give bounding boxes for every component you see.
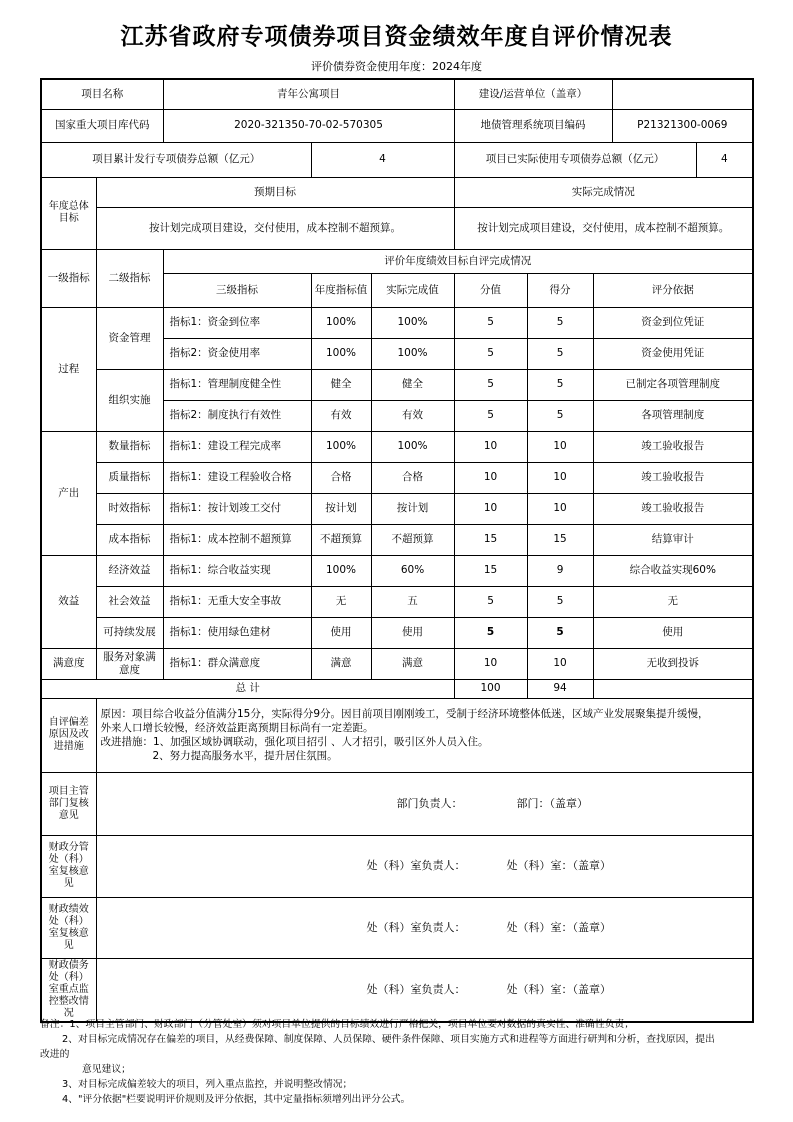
target-value: 合格 <box>311 462 371 493</box>
note-line: 备注：1、项目主管部门、财政部门（分管处室）须对项目单位提供的目标绩效进行严格把关，项目单位要对数据的真实性、准确性负责； <box>40 1019 635 1030</box>
level3-indicator: 指标1：综合收益实现 <box>163 555 311 586</box>
basis-value: 各项管理制度 <box>593 400 753 431</box>
score-value: 5 <box>454 369 527 400</box>
level1-indicator: 满意度 <box>41 648 96 679</box>
note-line: 3、对目标完成偏差较大的项目，列入重点监控，并说明整改情况； <box>62 1079 353 1090</box>
actual-value: 100% <box>371 307 454 338</box>
got-value: 5 <box>527 586 593 617</box>
department-seal-label: 部门：（盖章） <box>516 796 588 810</box>
level2-indicator: 质量指标 <box>96 462 163 493</box>
total-used-value: 4 <box>696 142 753 177</box>
target-value: 使用 <box>311 617 371 648</box>
level2-indicator: 资金管理 <box>96 307 163 369</box>
deviation-label: 自评偏差原因及改进措施 <box>41 698 96 772</box>
got-value: 5 <box>527 400 593 431</box>
level2-indicator: 经济效益 <box>96 555 163 586</box>
basis-value: 使用 <box>593 617 753 648</box>
basis-value: 资金使用凭证 <box>593 338 753 369</box>
actual-value: 60% <box>371 555 454 586</box>
level2-indicator: 成本指标 <box>96 524 163 555</box>
score-value: 15 <box>454 524 527 555</box>
level3-indicator: 指标1：无重大安全事故 <box>163 586 311 617</box>
got-value: 10 <box>527 462 593 493</box>
level1-indicator: 产出 <box>41 431 96 555</box>
total-blank <box>593 679 753 698</box>
review-signature-area <box>96 958 753 1022</box>
target-value: 100% <box>311 307 371 338</box>
score-header: 分值 <box>454 273 527 307</box>
got-value: 5 <box>527 617 593 648</box>
basis-value: 综合收益实现60% <box>593 555 753 586</box>
actual-header: 实际完成值 <box>371 273 454 307</box>
review-label: 项目主管部门复核意见 <box>41 772 96 835</box>
page-title: 江苏省政府专项债券项目资金绩效年度自评价情况表 <box>120 23 673 50</box>
got-value: 10 <box>527 493 593 524</box>
review-signature-area <box>96 897 753 958</box>
score-value: 5 <box>454 617 527 648</box>
actual-goal-header: 实际完成情况 <box>454 177 753 207</box>
got-value: 5 <box>527 307 593 338</box>
note-line: 意见建议； <box>82 1064 131 1075</box>
total-score: 100 <box>454 679 527 698</box>
basis-value: 无 <box>593 586 753 617</box>
actual-value: 五 <box>371 586 454 617</box>
project-code-label: 国家重大项目库代码 <box>41 109 163 142</box>
target-value: 100% <box>311 555 371 586</box>
actual-value: 100% <box>371 338 454 369</box>
level3-indicator: 指标1：资金到位率 <box>163 307 311 338</box>
basis-value: 结算审计 <box>593 524 753 555</box>
level2-indicator: 数量指标 <box>96 431 163 462</box>
basis-value: 资金到位凭证 <box>593 307 753 338</box>
got-value: 5 <box>527 338 593 369</box>
score-value: 5 <box>454 400 527 431</box>
actual-value: 健全 <box>371 369 454 400</box>
project-name-value: 青年公寓项目 <box>163 79 454 109</box>
level3-indicator: 指标2：制度执行有效性 <box>163 400 311 431</box>
level3-indicator: 指标1：建设工程完成率 <box>163 431 311 462</box>
level3-indicator: 指标1：使用绿色建材 <box>163 617 311 648</box>
basis-value: 无收到投诉 <box>593 648 753 679</box>
review-signature-area <box>96 835 753 897</box>
unit-value <box>612 79 753 109</box>
department-seal-label: 处（科）室：（盖章） <box>506 920 611 934</box>
level3-indicator: 指标2：资金使用率 <box>163 338 311 369</box>
deviation-text <box>96 698 753 772</box>
got-value: 10 <box>527 648 593 679</box>
deviation-line: 2、努力提高服务水平，提升居住氛围。 <box>152 750 338 762</box>
actual-value: 合格 <box>371 462 454 493</box>
deviation-line: 外来人口增长较慢，经济效益距离预期目标尚有一定差距。 <box>100 722 374 734</box>
level1-indicator: 过程 <box>41 307 96 431</box>
note-line: 改进的 <box>40 1049 70 1060</box>
level3-indicator: 指标1：建设工程验收合格 <box>163 462 311 493</box>
responsible-person-label: 部门负责人： <box>396 796 463 810</box>
score-value: 10 <box>454 493 527 524</box>
note-line: 4、"评分依据"栏要说明评价规则及评分依据，其中定量指标须增列出评分公式。 <box>62 1094 411 1105</box>
score-value: 5 <box>454 586 527 617</box>
annual-goal-label: 年度总体目标 <box>41 177 96 249</box>
level2-indicator: 服务对象满意度 <box>96 648 163 679</box>
level2-indicator: 社会效益 <box>96 586 163 617</box>
total-issued-value: 4 <box>311 142 454 177</box>
target-value: 100% <box>311 431 371 462</box>
total-label: 总 计 <box>41 679 454 698</box>
basis-value: 竣工验收报告 <box>593 431 753 462</box>
evaluation-table <box>40 78 754 1023</box>
got-header: 得分 <box>527 273 593 307</box>
level3-header: 三级指标 <box>163 273 311 307</box>
actual-value: 100% <box>371 431 454 462</box>
level2-indicator: 时效指标 <box>96 493 163 524</box>
level3-indicator: 指标1：管理制度健全性 <box>163 369 311 400</box>
target-value: 不超预算 <box>311 524 371 555</box>
project-code-value: 2020-321350-70-02-570305 <box>163 109 454 142</box>
target-value: 健全 <box>311 369 371 400</box>
expected-goal-text: 按计划完成项目建设，交付使用，成本控制不超预算。 <box>96 207 454 249</box>
actual-value: 使用 <box>371 617 454 648</box>
target-header: 年度指标值 <box>311 273 371 307</box>
got-value: 15 <box>527 524 593 555</box>
notes <box>40 1017 752 1107</box>
target-value: 100% <box>311 338 371 369</box>
actual-value: 满意 <box>371 648 454 679</box>
score-value: 5 <box>454 338 527 369</box>
review-label: 财政绩效处（科）室复核意见 <box>41 897 96 958</box>
score-value: 10 <box>454 462 527 493</box>
debt-code-label: 地债管理系统项目编码 <box>454 109 612 142</box>
level2-header: 二级指标 <box>96 249 163 307</box>
total-used-label: 项目已实际使用专项债券总额（亿元） <box>454 142 696 177</box>
level1-indicator: 效益 <box>41 555 96 648</box>
level2-indicator: 可持续发展 <box>96 617 163 648</box>
responsible-person-label: 处（科）室负责人： <box>366 859 466 872</box>
basis-value: 竣工验收报告 <box>593 493 753 524</box>
target-value: 按计划 <box>311 493 371 524</box>
score-value: 15 <box>454 555 527 586</box>
review-signature-area <box>96 772 753 835</box>
eval-span-header: 评价年度绩效目标自评完成情况 <box>163 249 753 273</box>
basis-value: 竣工验收报告 <box>593 462 753 493</box>
total-issued-label: 项目累计发行专项债券总额（亿元） <box>41 142 311 177</box>
department-seal-label: 处（科）室：（盖章） <box>506 982 611 996</box>
project-name-label: 项目名称 <box>41 79 163 109</box>
target-value: 无 <box>311 586 371 617</box>
deviation-line: 原因：项目综合收益分值满分15分，实际得分9分。因目前项目刚刚竣工，受制于经济环境整体低迷，区域产业发展聚集提升缓慢， <box>100 708 709 720</box>
score-value: 10 <box>454 648 527 679</box>
score-value: 10 <box>454 431 527 462</box>
debt-code-value: P21321300-0069 <box>612 109 753 142</box>
score-value: 5 <box>454 307 527 338</box>
note-line: 2、对目标完成情况存在偏差的项目，从经费保障、制度保障、人员保障、硬件条件保障、项目实施方式和进程等方面进行研判和分析，查找原因，提出 <box>62 1034 715 1045</box>
got-value: 5 <box>527 369 593 400</box>
total-got: 94 <box>527 679 593 698</box>
actual-value: 不超预算 <box>371 524 454 555</box>
page-subtitle: 评价债券资金使用年度：2024年度 <box>311 60 482 73</box>
level3-indicator: 指标1：按计划竣工交付 <box>163 493 311 524</box>
review-label: 财政债务处（科）室重点监控整改情况 <box>41 958 96 1022</box>
got-value: 9 <box>527 555 593 586</box>
basis-value: 已制定各项管理制度 <box>593 369 753 400</box>
unit-label: 建设/运营单位（盖章） <box>454 79 612 109</box>
target-value: 满意 <box>311 648 371 679</box>
level3-indicator: 指标1：成本控制不超预算 <box>163 524 311 555</box>
responsible-person-label: 处（科）室负责人： <box>366 920 466 934</box>
got-value: 10 <box>527 431 593 462</box>
level3-indicator: 指标1：群众满意度 <box>163 648 311 679</box>
review-label: 财政分管处（科）室复核意见 <box>41 835 96 897</box>
responsible-person-label: 处（科）室负责人： <box>366 982 466 996</box>
level2-indicator: 组织实施 <box>96 369 163 431</box>
basis-header: 评分依据 <box>593 273 753 307</box>
expected-goal-header: 预期目标 <box>96 177 454 207</box>
department-seal-label: 处（科）室：（盖章） <box>506 859 611 872</box>
level1-header: 一级指标 <box>41 249 96 307</box>
actual-value: 有效 <box>371 400 454 431</box>
target-value: 有效 <box>311 400 371 431</box>
actual-goal-text: 按计划完成项目建设，交付使用，成本控制不超预算。 <box>454 207 753 249</box>
deviation-line: 改进措施：1、加强区域协调联动，强化项目招引 、人才招引，吸引区外人员入住。 <box>100 736 489 748</box>
actual-value: 按计划 <box>371 493 454 524</box>
